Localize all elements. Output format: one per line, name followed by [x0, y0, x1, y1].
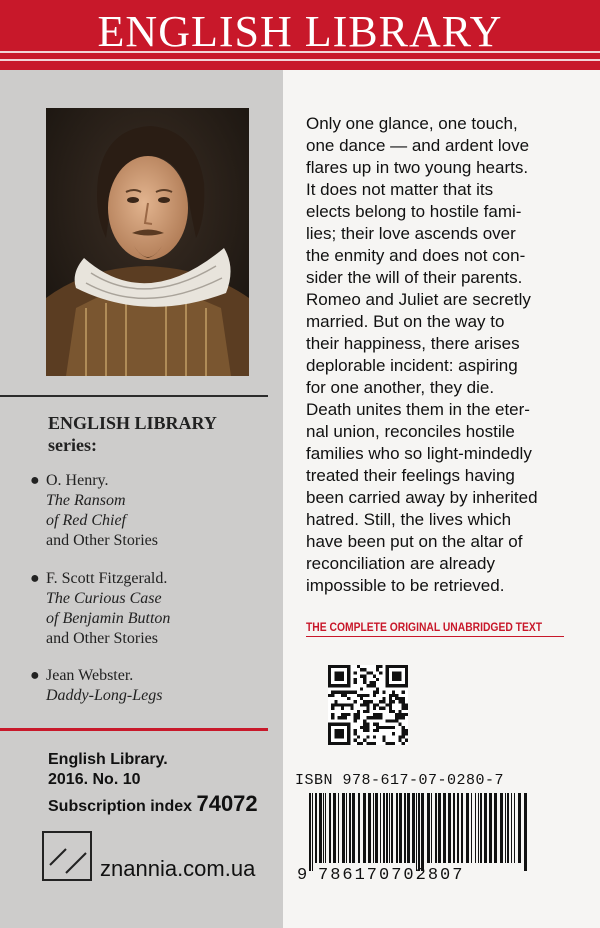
unabridged-underline: [306, 636, 564, 637]
series-book-item: [30, 471, 275, 551]
book-title-line: of Benjamin Button: [46, 610, 171, 627]
blurb-line: nal union, reconciles hostile: [306, 422, 515, 441]
book-title-line: of Red Chief: [46, 512, 126, 529]
blurb-line: one dance — and ardent love: [306, 136, 530, 155]
blurb-text: [306, 113, 584, 597]
blurb-line: Death unites them in the eter-: [306, 400, 530, 419]
subscription-label: Subscription index: [48, 798, 193, 815]
isbn-number: ISBN 978-617-07-0280-7: [295, 772, 505, 789]
blurb-line: married. But on the way to: [306, 312, 505, 331]
series-subtitle: series:: [48, 435, 97, 455]
book-extra: and Other Stories: [46, 630, 158, 647]
book-author: O. Henry.: [46, 472, 109, 489]
blurb-line: lies; their love ascends over: [306, 224, 516, 243]
blurb-line: families who so light-mindedly: [306, 444, 532, 463]
series-book-item: [30, 666, 275, 706]
series-book-item: [30, 569, 275, 649]
portrait-painting-image: [46, 108, 249, 376]
blurb-line: treated their feelings having: [306, 466, 515, 485]
book-title-line: Daddy-Long-Legs: [46, 687, 163, 704]
blurb-line: sider the will of their parents.: [306, 268, 523, 287]
series-divider: [0, 395, 268, 397]
subscription-index: [48, 791, 258, 817]
bullet-icon: ●: [30, 667, 40, 684]
barcode-icon: [305, 793, 533, 871]
book-title-line: The Curious Case: [46, 590, 162, 607]
unabridged-notice: THE COMPLETE ORIGINAL UNABRIDGED TEXT: [306, 620, 543, 634]
issue-label: English Library.: [48, 751, 168, 768]
subscription-number: 74072: [196, 791, 258, 816]
book-extra: and Other Stories: [46, 532, 158, 549]
blurb-line: Romeo and Juliet are secretly: [306, 290, 531, 309]
blurb-line: flares up in two young hearts.: [306, 158, 529, 177]
blurb-line: elects belong to hostile fami-: [306, 202, 522, 221]
blurb-line: Only one glance, one touch,: [306, 114, 518, 133]
book-author: F. Scott Fitzgerald.: [46, 570, 168, 587]
blurb-line: deplorable incident: aspiring: [306, 356, 518, 375]
series-title: ENGLISH LIBRARY: [48, 413, 217, 433]
blurb-line: reconciliation are already: [306, 554, 495, 573]
blurb-line: impossible to be retrieved.: [306, 576, 505, 595]
blurb-line: the enmity and does not con-: [306, 246, 526, 265]
header-rule-bottom: [0, 59, 600, 61]
blurb-line: their happiness, there arises: [306, 334, 520, 353]
blurb-line: been carried away by inherited: [306, 488, 538, 507]
bullet-icon: ●: [30, 570, 40, 587]
bullet-icon: ●: [30, 472, 40, 489]
blurb-line: It does not matter that its: [306, 180, 494, 199]
book-author: Jean Webster.: [46, 667, 134, 684]
ean-lead-digit: 9: [297, 866, 308, 885]
header-banner: [0, 0, 600, 70]
page-title: ENGLISH LIBRARY: [97, 7, 503, 56]
blurb-line: have been put on the altar of: [306, 532, 523, 551]
info-divider: [0, 728, 268, 731]
blurb-line: hatred. Still, the lives which: [306, 510, 512, 529]
publisher-logo-icon: [42, 831, 92, 881]
qr-code-icon[interactable]: [328, 665, 408, 745]
book-title-line: The Ransom: [46, 492, 126, 509]
ean-digits: 786170702807: [318, 866, 465, 885]
publisher-website: znannia.com.ua: [100, 856, 256, 881]
blurb-line: for one another, they die.: [306, 378, 495, 397]
issue-number: 2016. No. 10: [48, 771, 141, 788]
